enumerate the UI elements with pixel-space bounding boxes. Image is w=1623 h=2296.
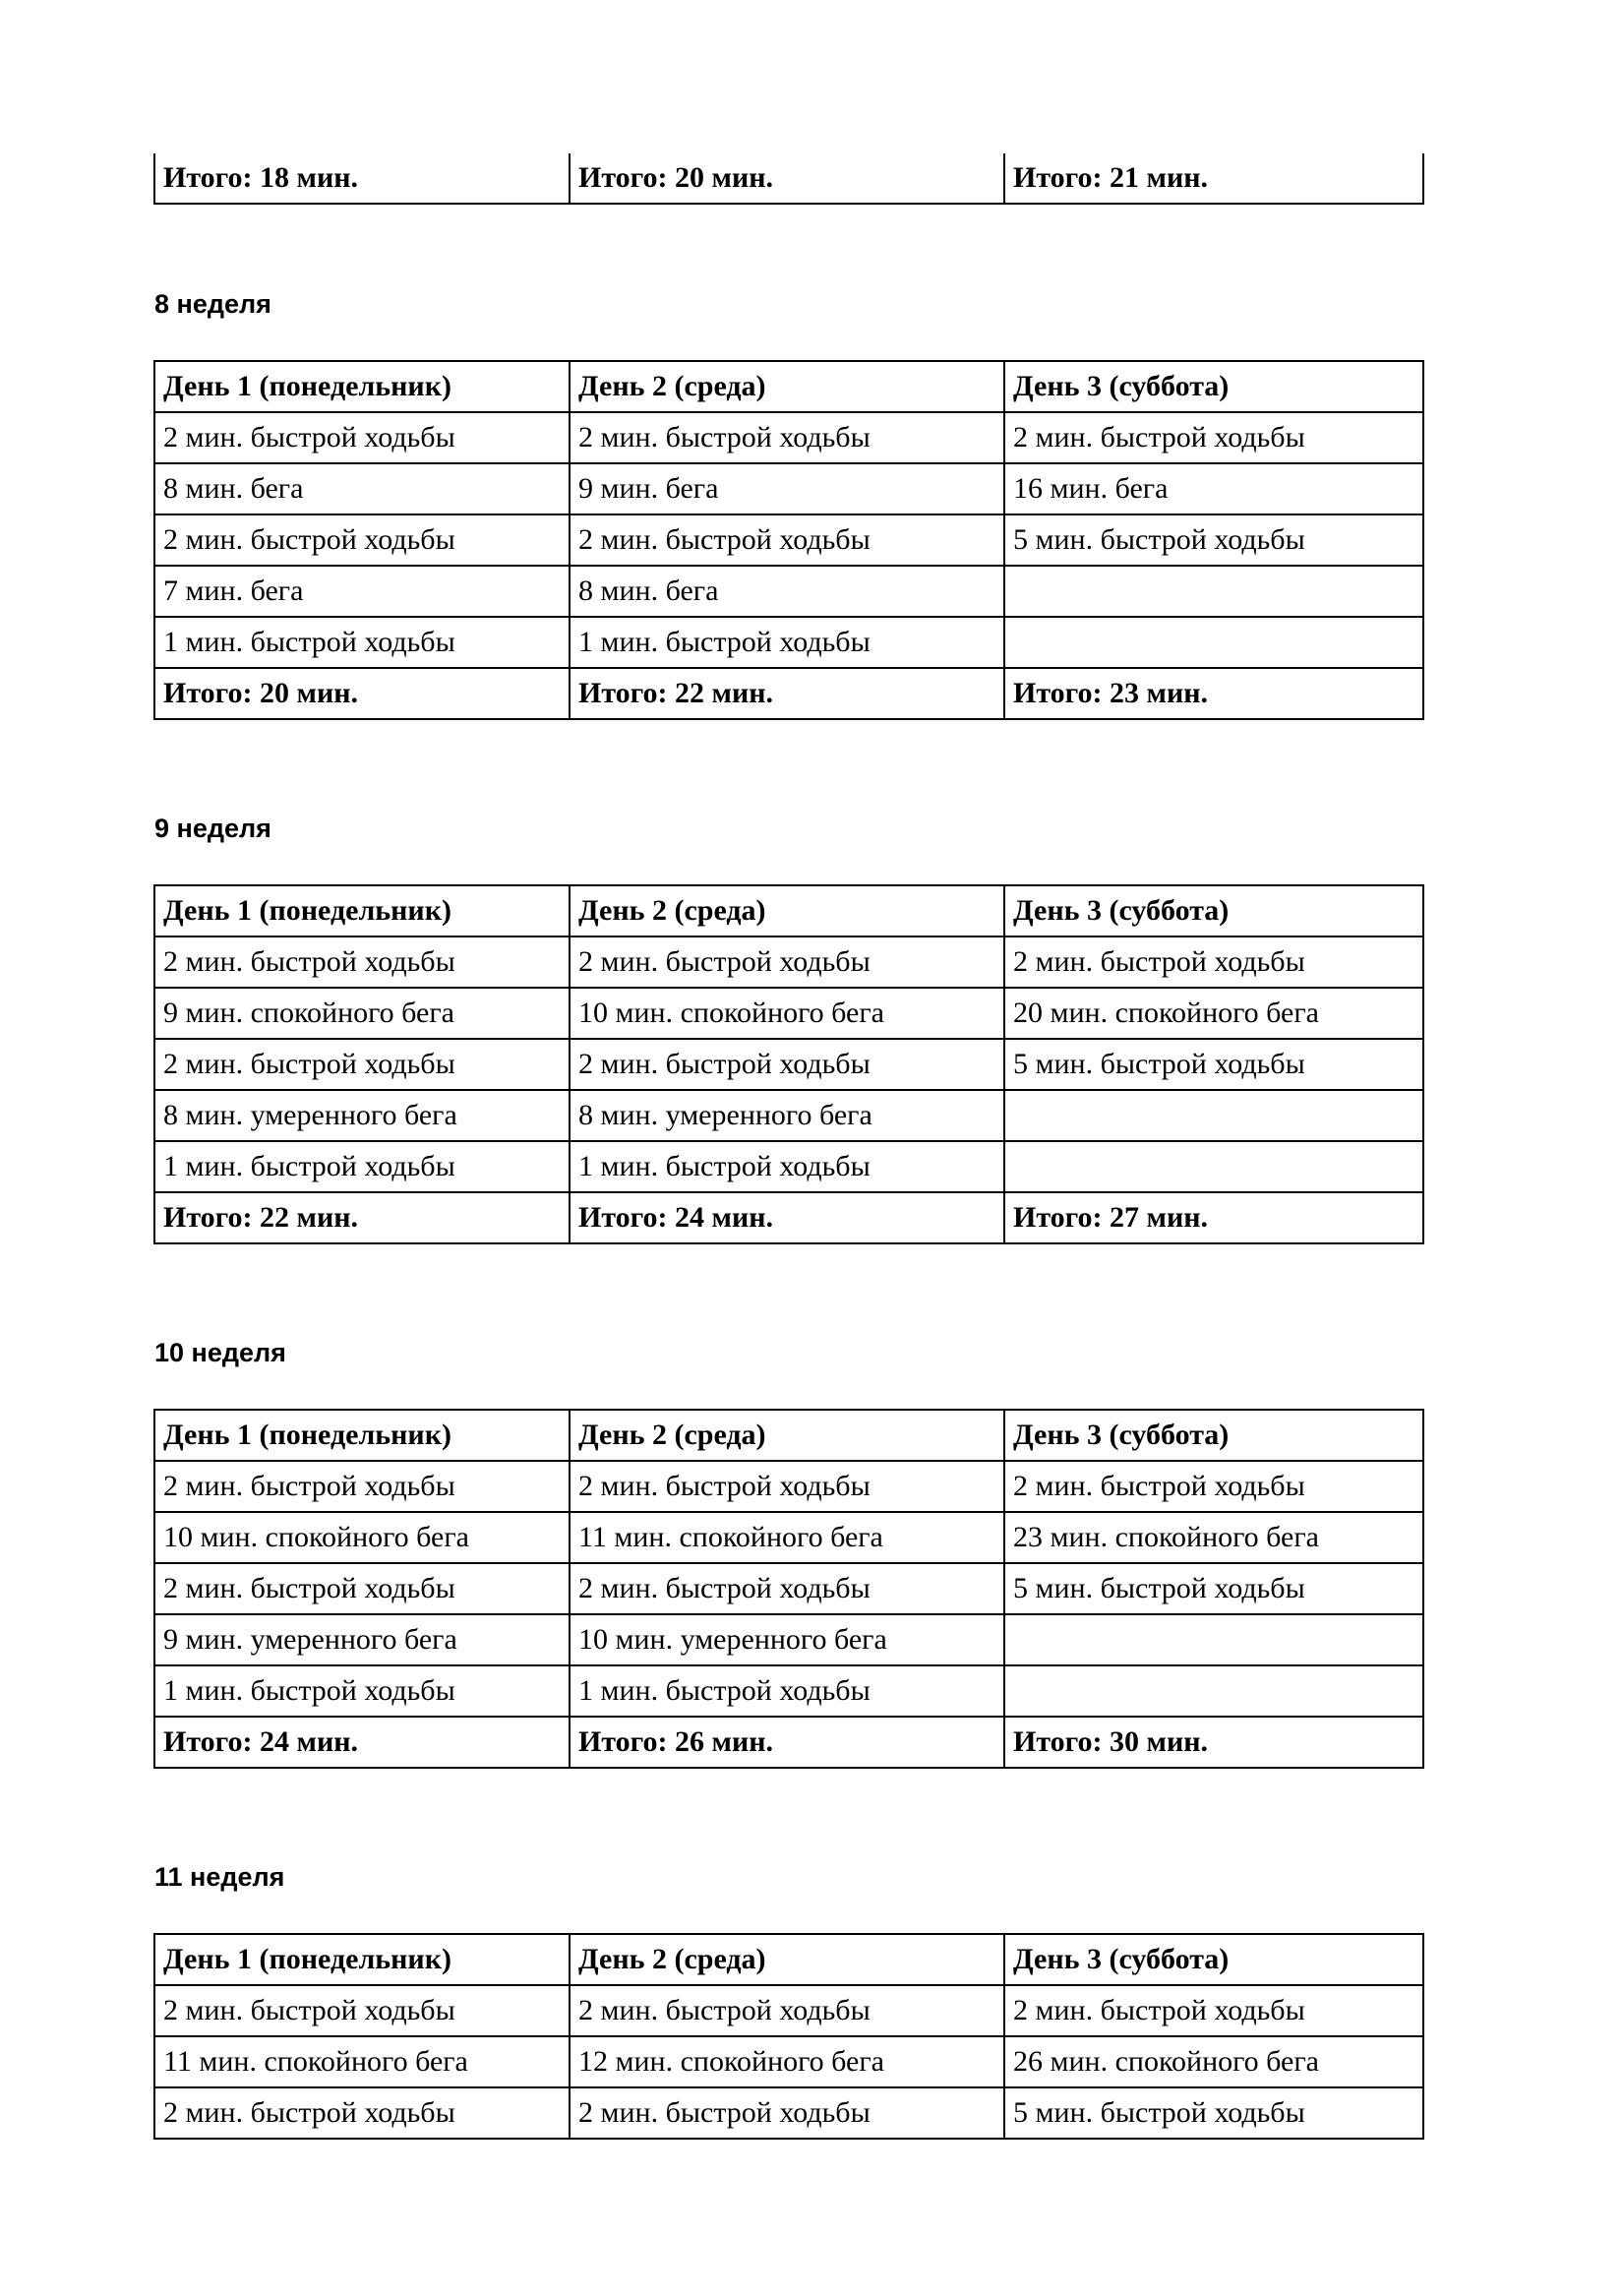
- table-cell: 11 мин. спокойного бега: [154, 2036, 570, 2087]
- table-cell: 8 мин. бега: [570, 566, 1004, 617]
- table-cell: 10 мин. умеренного бега: [570, 1614, 1004, 1665]
- table-cell: [1004, 1614, 1423, 1665]
- table-cell: 16 мин. бега: [1004, 463, 1423, 514]
- total-cell-day2: Итого: 20 мин.: [570, 153, 1004, 204]
- table-cell: 7 мин. бега: [154, 566, 570, 617]
- header-cell-day2: День 2 (среда): [570, 885, 1004, 937]
- table-cell: 2 мин. быстрой ходьбы: [570, 1039, 1004, 1090]
- table-cell: 9 мин. бега: [570, 463, 1004, 514]
- table-row: [154, 2036, 1423, 2087]
- header-cell-day1: День 1 (понедельник): [154, 1410, 570, 1461]
- table-cell: 8 мин. умеренного бега: [154, 1090, 570, 1141]
- header-cell-day1: День 1 (понедельник): [154, 1934, 570, 1985]
- header-cell-day1: День 1 (понедельник): [154, 885, 570, 937]
- table-cell: 2 мин. быстрой ходьбы: [154, 937, 570, 988]
- table-cell: 2 мин. быстрой ходьбы: [154, 1461, 570, 1512]
- table-header-row: [154, 361, 1423, 412]
- table-header-row: [154, 885, 1423, 937]
- table-cell: [1004, 566, 1423, 617]
- table-row: [154, 1985, 1423, 2036]
- header-cell-day2: День 2 (среда): [570, 1410, 1004, 1461]
- table-cell: 5 мин. быстрой ходьбы: [1004, 1563, 1423, 1614]
- table-cell: 5 мин. быстрой ходьбы: [1004, 514, 1423, 566]
- table-cell: 2 мин. быстрой ходьбы: [570, 1985, 1004, 2036]
- table-row: [154, 463, 1423, 514]
- table-cell: 1 мин. быстрой ходьбы: [570, 1141, 1004, 1192]
- table-cell: 5 мин. быстрой ходьбы: [1004, 2087, 1423, 2139]
- header-cell-day2: День 2 (среда): [570, 1934, 1004, 1985]
- table-header-row: [154, 1934, 1423, 1985]
- total-cell-day3: Итого: 27 мин.: [1004, 1192, 1423, 1243]
- total-cell-day2: Итого: 24 мин.: [570, 1192, 1004, 1243]
- table-cell: 9 мин. спокойного бега: [154, 988, 570, 1039]
- table-cell: 10 мин. спокойного бега: [154, 1512, 570, 1563]
- week-11-table: [153, 1933, 1424, 2140]
- total-cell-day3: Итого: 21 мин.: [1004, 153, 1423, 204]
- table-cell: 2 мин. быстрой ходьбы: [570, 412, 1004, 463]
- total-cell-day1: Итого: 18 мин.: [154, 153, 570, 204]
- table-cell: 1 мин. быстрой ходьбы: [570, 1665, 1004, 1717]
- table-cell: 9 мин. умеренного бега: [154, 1614, 570, 1665]
- table-cell: 2 мин. быстрой ходьбы: [154, 2087, 570, 2139]
- table-row-totals: [154, 1192, 1423, 1243]
- week-8-heading: 8 неделя: [154, 289, 271, 319]
- table-cell: [1004, 1141, 1423, 1192]
- header-cell-day3: День 3 (суббота): [1004, 1934, 1423, 1985]
- table-cell: 8 мин. бега: [154, 463, 570, 514]
- table-cell: 26 мин. спокойного бега: [1004, 2036, 1423, 2087]
- table-cell: 2 мин. быстрой ходьбы: [570, 514, 1004, 566]
- table-cell: [1004, 1090, 1423, 1141]
- table-row: [154, 1614, 1423, 1665]
- total-cell-day2: Итого: 22 мин.: [570, 668, 1004, 719]
- header-cell-day1: День 1 (понедельник): [154, 361, 570, 412]
- week-8-table: [153, 360, 1424, 720]
- table-cell: 2 мин. быстрой ходьбы: [570, 937, 1004, 988]
- table-cell: 2 мин. быстрой ходьбы: [570, 2087, 1004, 2139]
- table-cell: 8 мин. умеренного бега: [570, 1090, 1004, 1141]
- table-cell: 2 мин. быстрой ходьбы: [1004, 937, 1423, 988]
- table-row: [154, 514, 1423, 566]
- header-cell-day3: День 3 (суббота): [1004, 885, 1423, 937]
- table-cell: 1 мин. быстрой ходьбы: [570, 617, 1004, 668]
- table-cell: [1004, 1665, 1423, 1717]
- total-cell-day3: Итого: 23 мин.: [1004, 668, 1423, 719]
- week-9-heading: 9 неделя: [154, 814, 271, 843]
- total-cell-day2: Итого: 26 мин.: [570, 1717, 1004, 1768]
- table-row-totals: [154, 668, 1423, 719]
- table-row: [154, 1461, 1423, 1512]
- table-cell: 5 мин. быстрой ходьбы: [1004, 1039, 1423, 1090]
- table-header-row: [154, 1410, 1423, 1461]
- table-row: [154, 1039, 1423, 1090]
- table-row-totals: [154, 1717, 1423, 1768]
- table-cell: 2 мин. быстрой ходьбы: [1004, 412, 1423, 463]
- table-cell: 2 мин. быстрой ходьбы: [570, 1461, 1004, 1512]
- table-row: [154, 1665, 1423, 1717]
- table-row: [154, 937, 1423, 988]
- table-cell: 20 мин. спокойного бега: [1004, 988, 1423, 1039]
- table-cell: 2 мин. быстрой ходьбы: [154, 1985, 570, 2036]
- table-row: [154, 412, 1423, 463]
- table-row: [154, 1563, 1423, 1614]
- table-cell: 2 мин. быстрой ходьбы: [154, 1039, 570, 1090]
- table-row: [154, 1090, 1423, 1141]
- table-row: [154, 617, 1423, 668]
- table-row: [154, 1141, 1423, 1192]
- table-cell: [1004, 617, 1423, 668]
- table-cell: 1 мин. быстрой ходьбы: [154, 617, 570, 668]
- total-cell-day1: Итого: 24 мин.: [154, 1717, 570, 1768]
- total-cell-day1: Итого: 20 мин.: [154, 668, 570, 719]
- week-10-heading: 10 неделя: [154, 1338, 286, 1367]
- total-cell-day1: Итого: 22 мин.: [154, 1192, 570, 1243]
- table-row: [154, 2087, 1423, 2139]
- table-cell: 2 мин. быстрой ходьбы: [1004, 1985, 1423, 2036]
- table-cell: 2 мин. быстрой ходьбы: [154, 1563, 570, 1614]
- table-cell: 2 мин. быстрой ходьбы: [1004, 1461, 1423, 1512]
- previous-week-totals-table: [153, 153, 1424, 205]
- table-cell: 1 мин. быстрой ходьбы: [154, 1665, 570, 1717]
- header-cell-day3: День 3 (суббота): [1004, 1410, 1423, 1461]
- table-cell: 11 мин. спокойного бега: [570, 1512, 1004, 1563]
- table-cell: 23 мин. спокойного бега: [1004, 1512, 1423, 1563]
- total-cell-day3: Итого: 30 мин.: [1004, 1717, 1423, 1768]
- table-row: [154, 1512, 1423, 1563]
- week-10-table: [153, 1409, 1424, 1769]
- week-11-heading: 11 неделя: [154, 1862, 285, 1892]
- table-cell: 10 мин. спокойного бега: [570, 988, 1004, 1039]
- header-cell-day3: День 3 (суббота): [1004, 361, 1423, 412]
- table-row: [154, 988, 1423, 1039]
- table-cell: 1 мин. быстрой ходьбы: [154, 1141, 570, 1192]
- table-cell: 12 мин. спокойного бега: [570, 2036, 1004, 2087]
- header-cell-day2: День 2 (среда): [570, 361, 1004, 412]
- week-9-table: [153, 884, 1424, 1244]
- table-row: [154, 566, 1423, 617]
- table-cell: 2 мин. быстрой ходьбы: [154, 514, 570, 566]
- table-row-totals: [154, 153, 1423, 204]
- table-cell: 2 мин. быстрой ходьбы: [154, 412, 570, 463]
- table-cell: 2 мин. быстрой ходьбы: [570, 1563, 1004, 1614]
